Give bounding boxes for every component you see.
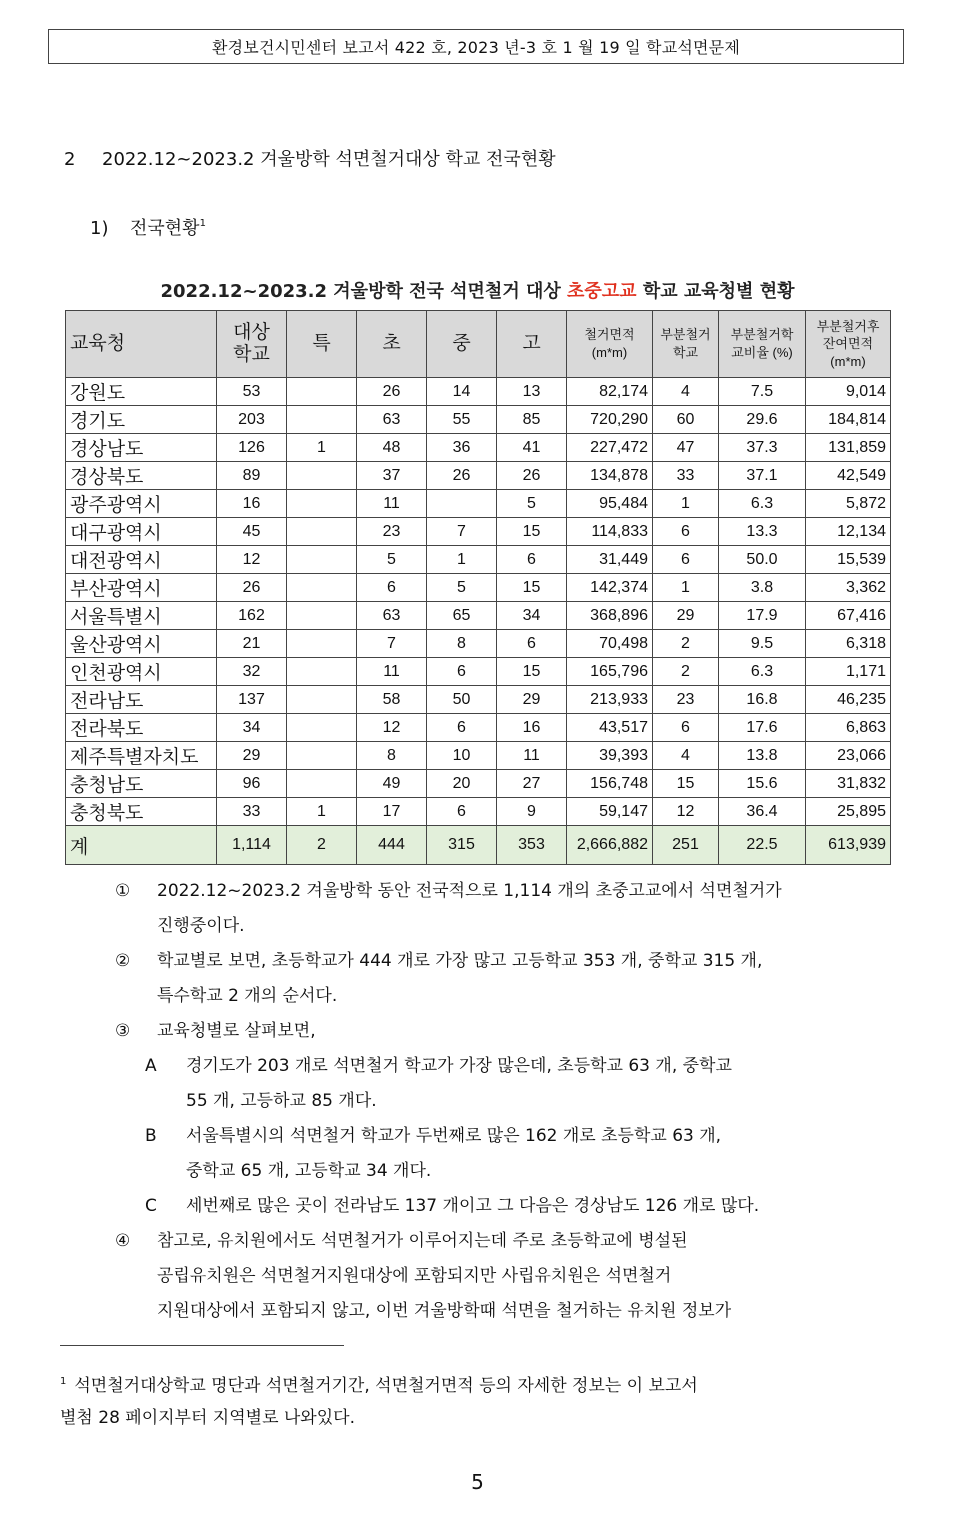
cell-special (287, 378, 357, 406)
footnote-ref: 1 (199, 218, 206, 229)
cell-ratio: 7.5 (719, 378, 806, 406)
cell-high: 6 (497, 630, 567, 658)
cell-ratio: 13.8 (719, 742, 806, 770)
cell-area: 213,933 (567, 686, 653, 714)
note-line: 교육청별로 살펴보면, (157, 1021, 316, 1041)
cell-high: 16 (497, 714, 567, 742)
cell-special (287, 518, 357, 546)
cell-elementary: 26 (357, 378, 427, 406)
cell-partial: 4 (653, 742, 719, 770)
cell-partial: 60 (653, 406, 719, 434)
cell-area: 156,748 (567, 770, 653, 798)
cell-partial: 6 (653, 546, 719, 574)
cell-area: 95,484 (567, 490, 653, 518)
cell-middle: 55 (427, 406, 497, 434)
note-marker: ① (115, 881, 131, 901)
table-row (66, 798, 891, 826)
footnote-line-1: 석면철거대상학교 명단과 석면철거기간, 석면철거면적 등의 자세한 정보는 이 보고서 (74, 1376, 698, 1396)
cell-target: 32 (217, 658, 287, 686)
cell-remain: 25,895 (806, 798, 891, 826)
cell-high: 15 (497, 518, 567, 546)
table-row (66, 574, 891, 602)
cell-partial: 1 (653, 490, 719, 518)
table-row (66, 714, 891, 742)
cell-target: 33 (217, 798, 287, 826)
sub-note-line: 55 개, 고등하교 85 개다. (186, 1091, 377, 1111)
cell-remain: 9,014 (806, 378, 891, 406)
sub-note-line: 중학교 65 개, 고등학교 34 개다. (186, 1161, 432, 1181)
footnote (60, 1366, 880, 1434)
total-partial: 251 (653, 826, 719, 865)
cell-ratio: 3.8 (719, 574, 806, 602)
table-row (66, 658, 891, 686)
cell-elementary: 11 (357, 490, 427, 518)
total-elementary: 444 (357, 826, 427, 865)
col-header-area: 철거면적 (m*m) (567, 311, 653, 378)
cell-remain: 31,832 (806, 770, 891, 798)
note-line: 특수학교 2 개의 순서다. (157, 986, 338, 1006)
sub-note-line: 경기도가 203 개로 석면철거 학교가 가장 많은데, 초등학교 63 개, 중학교 (186, 1056, 732, 1076)
cell-remain: 15,539 (806, 546, 891, 574)
cell-special: 1 (287, 798, 357, 826)
subsection-title-text: 전국현황 (130, 218, 200, 239)
cell-middle: 26 (427, 462, 497, 490)
cell-special (287, 490, 357, 518)
table-row (66, 406, 891, 434)
sub-note-marker: A (145, 1056, 157, 1076)
cell-high: 26 (497, 462, 567, 490)
cell-area: 165,796 (567, 658, 653, 686)
col-header-remain: 부분철거후 잔여면적 (m*m) (806, 311, 891, 378)
note-item-1 (110, 874, 900, 944)
cell-special (287, 770, 357, 798)
cell-partial: 15 (653, 770, 719, 798)
cell-target: 12 (217, 546, 287, 574)
cell-area: 59,147 (567, 798, 653, 826)
cell-remain: 23,066 (806, 742, 891, 770)
cell-area: 82,174 (567, 378, 653, 406)
cell-ratio: 6.3 (719, 490, 806, 518)
cell-region: 경상남도 (66, 434, 217, 462)
cell-area: 70,498 (567, 630, 653, 658)
total-ratio: 22.5 (719, 826, 806, 865)
cell-partial: 29 (653, 602, 719, 630)
cell-region: 대구광역시 (66, 518, 217, 546)
report-header-text: 환경보건시민센터 보고서 422 호, 2023 년-3 호 1 월 19 일 학교석면문제 (211, 38, 740, 57)
table-row (66, 742, 891, 770)
table-title-accent: 초중고교 (567, 281, 637, 302)
note-line: 2022.12~2023.2 겨울방학 동안 전국적으로 1,114 개의 초중고교에서 석면철거가 (157, 881, 782, 901)
cell-high: 85 (497, 406, 567, 434)
col-header-region: 교육청 (66, 311, 217, 378)
note-line: 진행중이다. (157, 916, 245, 936)
total-special: 2 (287, 826, 357, 865)
cell-partial: 4 (653, 378, 719, 406)
note-marker: ③ (115, 1021, 131, 1041)
table-title-suffix: 학교 교육청별 현황 (636, 281, 795, 302)
cell-partial: 2 (653, 630, 719, 658)
cell-target: 137 (217, 686, 287, 714)
sub-note-b (110, 1119, 900, 1189)
cell-remain: 184,814 (806, 406, 891, 434)
cell-elementary: 17 (357, 798, 427, 826)
table-row (66, 434, 891, 462)
cell-high: 9 (497, 798, 567, 826)
note-line: 참고로, 유치원에서도 석면철거가 이루어지는데 주로 초등학교에 병설된 (157, 1231, 688, 1251)
cell-special (287, 686, 357, 714)
cell-remain: 42,549 (806, 462, 891, 490)
cell-region: 제주특별자치도 (66, 742, 217, 770)
cell-middle: 7 (427, 518, 497, 546)
cell-remain: 1,171 (806, 658, 891, 686)
cell-high: 15 (497, 658, 567, 686)
cell-special (287, 658, 357, 686)
cell-ratio: 17.6 (719, 714, 806, 742)
cell-target: 34 (217, 714, 287, 742)
footnote-divider (60, 1345, 344, 1346)
note-item-4 (110, 1224, 900, 1329)
note-line: 지원대상에서 포함되지 않고, 이번 겨울방학때 석면을 철거하는 유치원 정보가 (157, 1301, 732, 1321)
note-marker: ② (115, 951, 131, 971)
cell-ratio: 6.3 (719, 658, 806, 686)
cell-middle: 1 (427, 546, 497, 574)
table-total-row (66, 826, 891, 865)
cell-high: 15 (497, 574, 567, 602)
cell-middle: 6 (427, 714, 497, 742)
cell-area: 368,896 (567, 602, 653, 630)
cell-area: 134,878 (567, 462, 653, 490)
sub-note-line: 서울특별시의 석면철거 학교가 두번째로 많은 162 개로 초등학교 63 개, (186, 1126, 722, 1146)
cell-middle: 6 (427, 798, 497, 826)
section-title (64, 145, 556, 171)
cell-ratio: 37.3 (719, 434, 806, 462)
sub-note-line: 세번째로 많은 곳이 전라남도 137 개이고 그 다음은 경상남도 126 개로 많다. (186, 1196, 760, 1216)
cell-partial: 1 (653, 574, 719, 602)
total-high: 353 (497, 826, 567, 865)
cell-remain: 46,235 (806, 686, 891, 714)
col-header-high: 고 (497, 311, 567, 378)
cell-elementary: 7 (357, 630, 427, 658)
cell-high: 5 (497, 490, 567, 518)
cell-elementary: 58 (357, 686, 427, 714)
table-row (66, 378, 891, 406)
cell-partial: 12 (653, 798, 719, 826)
cell-region: 대전광역시 (66, 546, 217, 574)
cell-partial: 2 (653, 658, 719, 686)
cell-target: 45 (217, 518, 287, 546)
cell-region: 전라남도 (66, 686, 217, 714)
cell-middle (427, 490, 497, 518)
cell-ratio: 29.6 (719, 406, 806, 434)
cell-elementary: 63 (357, 602, 427, 630)
cell-region: 강원도 (66, 378, 217, 406)
cell-elementary: 12 (357, 714, 427, 742)
cell-special: 1 (287, 434, 357, 462)
cell-region: 충청북도 (66, 798, 217, 826)
page-number: 5 (471, 1470, 484, 1494)
footnote-line-2: 별첨 28 페이지부터 지역별로 나와있다. (60, 1408, 355, 1428)
cell-area: 227,472 (567, 434, 653, 462)
total-remain: 613,939 (806, 826, 891, 865)
cell-target: 162 (217, 602, 287, 630)
cell-partial: 33 (653, 462, 719, 490)
asbestos-removal-table (65, 310, 891, 865)
col-header-ratio: 부분철거학 교비율 (%) (719, 311, 806, 378)
cell-elementary: 63 (357, 406, 427, 434)
cell-high: 6 (497, 546, 567, 574)
cell-remain: 5,872 (806, 490, 891, 518)
cell-target: 203 (217, 406, 287, 434)
cell-partial: 47 (653, 434, 719, 462)
footnote-number: 1 (60, 1376, 67, 1387)
cell-ratio: 50.0 (719, 546, 806, 574)
cell-region: 경상북도 (66, 462, 217, 490)
subsection-number: 1) (90, 218, 109, 239)
col-header-target: 대상 학교 (217, 311, 287, 378)
cell-high: 11 (497, 742, 567, 770)
cell-region: 경기도 (66, 406, 217, 434)
cell-elementary: 8 (357, 742, 427, 770)
cell-target: 126 (217, 434, 287, 462)
note-line: 학교별로 보면, 초등학교가 444 개로 가장 많고 고등학교 353 개, 중학교 315 개, (157, 951, 763, 971)
table-header-row (66, 311, 891, 378)
cell-region: 부산광역시 (66, 574, 217, 602)
table-title-prefix: 2022.12~2023.2 겨울방학 전국 석면철거 대상 (160, 281, 568, 302)
cell-special (287, 630, 357, 658)
cell-area: 142,374 (567, 574, 653, 602)
cell-remain: 6,863 (806, 714, 891, 742)
cell-high: 13 (497, 378, 567, 406)
cell-remain: 67,416 (806, 602, 891, 630)
sub-note-marker: B (145, 1126, 157, 1146)
col-header-partial: 부분철거 학교 (653, 311, 719, 378)
table-row (66, 490, 891, 518)
cell-special (287, 574, 357, 602)
cell-area: 114,833 (567, 518, 653, 546)
cell-high: 34 (497, 602, 567, 630)
cell-remain: 3,362 (806, 574, 891, 602)
sub-note-a (110, 1049, 900, 1119)
cell-region: 광주광역시 (66, 490, 217, 518)
note-line: 공립유치원은 석면철거지원대상에 포함되지만 사립유치원은 석면철거 (157, 1266, 672, 1286)
note-item-3 (110, 1014, 900, 1049)
cell-partial: 23 (653, 686, 719, 714)
cell-region: 울산광역시 (66, 630, 217, 658)
cell-elementary: 49 (357, 770, 427, 798)
section-title-text: 2022.12~2023.2 겨울방학 석면철거대상 학교 전국현황 (102, 149, 556, 170)
cell-ratio: 36.4 (719, 798, 806, 826)
table-row (66, 770, 891, 798)
section-number: 2 (64, 149, 76, 170)
cell-target: 29 (217, 742, 287, 770)
cell-region: 서울특별시 (66, 602, 217, 630)
cell-high: 29 (497, 686, 567, 714)
cell-remain: 131,859 (806, 434, 891, 462)
note-marker: ④ (115, 1231, 131, 1251)
col-header-special: 특 (287, 311, 357, 378)
cell-area: 39,393 (567, 742, 653, 770)
cell-ratio: 9.5 (719, 630, 806, 658)
note-item-2 (110, 944, 900, 1014)
cell-elementary: 37 (357, 462, 427, 490)
col-header-elementary: 초 (357, 311, 427, 378)
cell-target: 89 (217, 462, 287, 490)
col-header-middle: 중 (427, 311, 497, 378)
cell-middle: 5 (427, 574, 497, 602)
cell-high: 27 (497, 770, 567, 798)
cell-remain: 6,318 (806, 630, 891, 658)
cell-special (287, 714, 357, 742)
cell-area: 43,517 (567, 714, 653, 742)
sub-note-marker: C (145, 1196, 157, 1216)
cell-target: 53 (217, 378, 287, 406)
table-title (0, 277, 955, 303)
cell-middle: 14 (427, 378, 497, 406)
cell-middle: 50 (427, 686, 497, 714)
cell-middle: 20 (427, 770, 497, 798)
cell-target: 21 (217, 630, 287, 658)
cell-partial: 6 (653, 714, 719, 742)
cell-special (287, 602, 357, 630)
subsection-title (90, 214, 206, 240)
cell-ratio: 16.8 (719, 686, 806, 714)
cell-special (287, 406, 357, 434)
report-header (48, 29, 904, 64)
table-row (66, 686, 891, 714)
cell-elementary: 48 (357, 434, 427, 462)
cell-ratio: 15.6 (719, 770, 806, 798)
cell-target: 16 (217, 490, 287, 518)
cell-middle: 8 (427, 630, 497, 658)
cell-ratio: 37.1 (719, 462, 806, 490)
cell-region: 전라북도 (66, 714, 217, 742)
table-row (66, 630, 891, 658)
cell-area: 31,449 (567, 546, 653, 574)
table-row (66, 546, 891, 574)
total-middle: 315 (427, 826, 497, 865)
cell-remain: 12,134 (806, 518, 891, 546)
table-row (66, 462, 891, 490)
table-row (66, 518, 891, 546)
cell-middle: 36 (427, 434, 497, 462)
cell-special (287, 742, 357, 770)
cell-region: 충청남도 (66, 770, 217, 798)
total-target: 1,114 (217, 826, 287, 865)
cell-target: 26 (217, 574, 287, 602)
total-region: 계 (66, 826, 217, 865)
cell-ratio: 17.9 (719, 602, 806, 630)
cell-special (287, 462, 357, 490)
cell-partial: 6 (653, 518, 719, 546)
cell-middle: 10 (427, 742, 497, 770)
cell-elementary: 23 (357, 518, 427, 546)
cell-middle: 6 (427, 658, 497, 686)
total-area: 2,666,882 (567, 826, 653, 865)
cell-region: 인천광역시 (66, 658, 217, 686)
cell-middle: 65 (427, 602, 497, 630)
cell-ratio: 13.3 (719, 518, 806, 546)
cell-special (287, 546, 357, 574)
cell-elementary: 6 (357, 574, 427, 602)
cell-elementary: 5 (357, 546, 427, 574)
table-row (66, 602, 891, 630)
cell-high: 41 (497, 434, 567, 462)
cell-area: 720,290 (567, 406, 653, 434)
sub-note-c (110, 1189, 900, 1224)
cell-target: 96 (217, 770, 287, 798)
cell-elementary: 11 (357, 658, 427, 686)
notes-list (110, 874, 900, 1329)
